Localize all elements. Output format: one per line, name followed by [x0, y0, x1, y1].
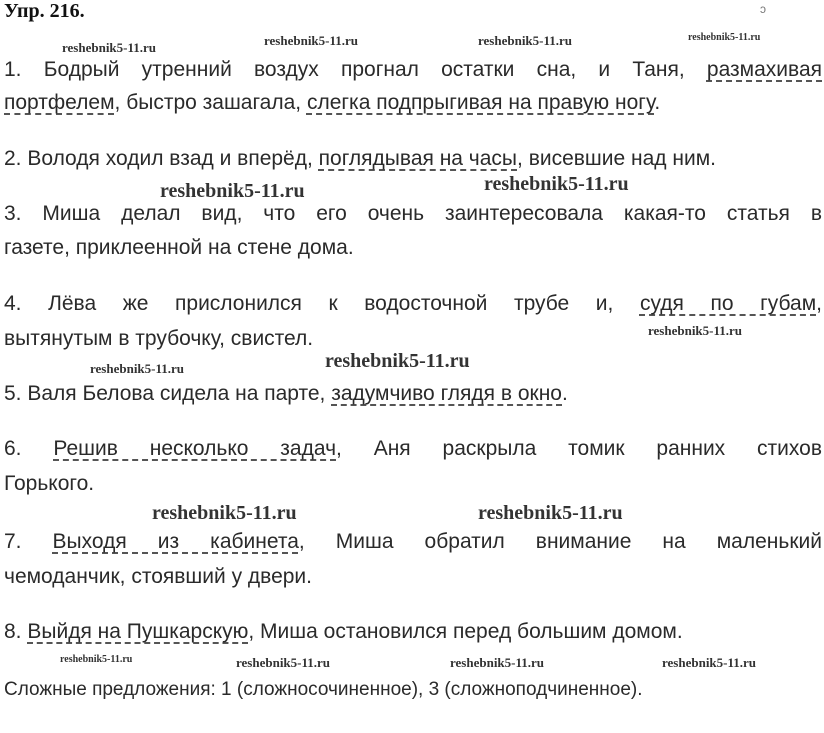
text-line [4, 619, 822, 645]
text-segment: . [654, 91, 661, 114]
text-line [4, 436, 822, 462]
underlined-phrase: задумчиво глядя в окно [331, 382, 562, 405]
watermark: reshebnik5-11.ru [236, 655, 331, 670]
text-segment: , [816, 292, 822, 315]
text-segment: газете, приклеенной на стене дома. [4, 236, 354, 259]
watermark: reshebnik5-11.ru [325, 350, 470, 372]
watermark: reshebnik5-11.ru [450, 655, 545, 670]
watermark: reshebnik5-11.ru [688, 32, 761, 43]
text-segment: , висевшие над ним. [517, 147, 716, 170]
text-segment: , Миша остановился перед большим домом. [248, 620, 683, 643]
underlined-phrase: судя по губам [639, 292, 817, 315]
text-segment: вытянутым в трубочку, свистел. [4, 327, 314, 350]
text-segment: 7. [4, 530, 53, 553]
text-line [4, 235, 822, 261]
text-line [4, 326, 822, 352]
underlined-phrase: слегка подпрыгивая на правую ногу [306, 91, 655, 114]
text-segment: . [562, 382, 568, 405]
text-segment: 4. Лёва же прислонился к водосточной трубе и, [4, 292, 640, 315]
watermark: reshebnik5-11.ru [478, 502, 623, 524]
text-segment: , Миша обратил внимание на маленький [298, 530, 822, 553]
text-line [4, 529, 822, 555]
text-segment: Сложные предложения: 1 (сложносочиненное), 3 (сложноподчиненное). [4, 679, 643, 700]
text-segment: Горького. [4, 472, 95, 495]
corner-mark-icon: ↄ [760, 2, 766, 16]
watermark: reshebnik5-11.ru [478, 33, 573, 48]
text-segment: , Аня раскрыла томик ранних стихов [336, 437, 822, 460]
text-segment: 6. [4, 437, 54, 460]
underlined-phrase: поглядывая на часы [318, 147, 518, 170]
watermark: reshebnik5-11.ru [60, 654, 133, 665]
watermark: reshebnik5-11.ru [152, 502, 297, 524]
text-segment: , быстро зашагала, [114, 91, 307, 114]
underlined-phrase: размахивая [706, 58, 822, 81]
text-segment: 3. Миша делал вид, что его очень заинтересовала какая-то статья в [4, 202, 822, 225]
watermark: reshebnik5-11.ru [662, 655, 757, 670]
text-line [4, 677, 822, 703]
underlined-phrase: портфелем [4, 91, 115, 114]
text-line [4, 471, 822, 497]
watermark: reshebnik5-11.ru [62, 40, 157, 55]
watermark: reshebnik5-11.ru [90, 361, 185, 376]
text-segment: 8. [4, 620, 28, 643]
text-line [4, 90, 822, 116]
text-segment: 2. Володя ходил взад и вперёд, [4, 147, 319, 170]
watermark: reshebnik5-11.ru [484, 173, 629, 195]
text-line [4, 381, 822, 407]
text-segment: чемоданчик, стоявший у двери. [4, 565, 312, 588]
watermark: reshebnik5-11.ru [648, 323, 743, 338]
text-line [4, 201, 822, 227]
watermark: reshebnik5-11.ru [264, 33, 359, 48]
watermark: reshebnik5-11.ru [160, 180, 305, 202]
text-segment: 5. Валя Белова сидела на парте, [4, 382, 332, 405]
text-line [4, 146, 822, 172]
text-line [4, 57, 822, 83]
text-line [4, 291, 822, 317]
exercise-title: Упр. 216. [4, 0, 85, 22]
text-segment: 1. Бодрый утренний воздух прогнал остатки сна, и Таня, [4, 58, 707, 81]
text-line [4, 564, 822, 590]
underlined-phrase: Выйдя на Пушкарскую [27, 620, 249, 643]
underlined-phrase: Решив несколько задач [53, 437, 337, 460]
underlined-phrase: Выходя из кабинета [52, 530, 299, 553]
